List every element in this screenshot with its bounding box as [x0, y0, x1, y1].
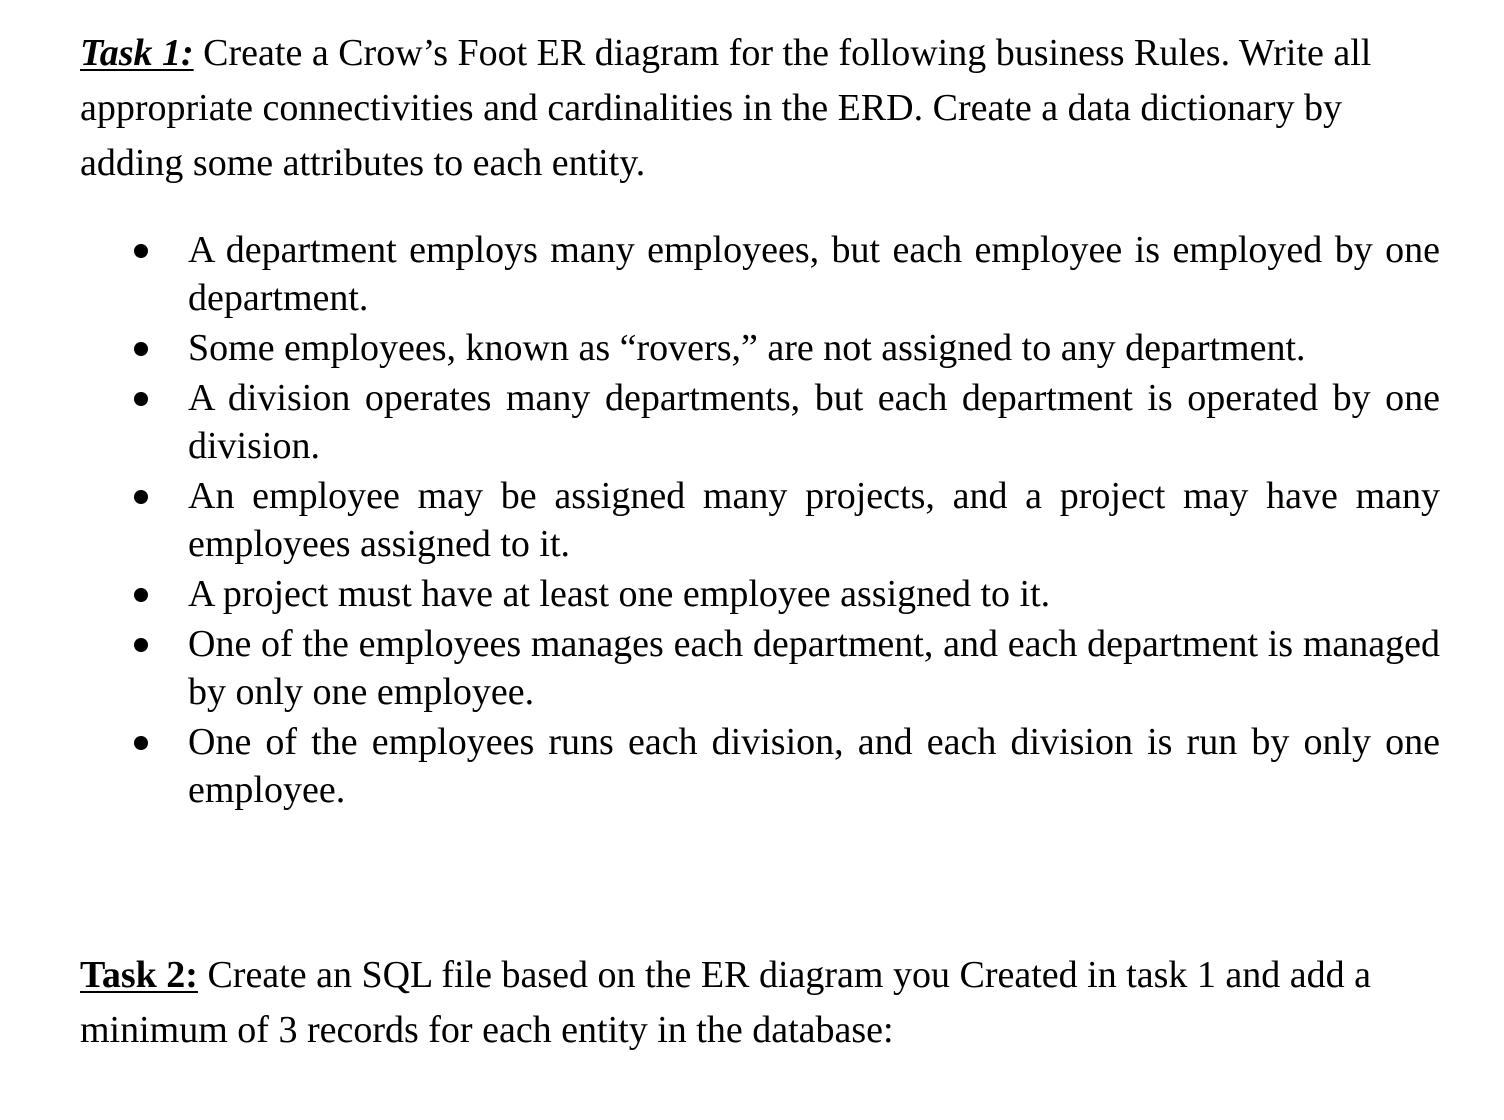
business-rule-item: [188, 718, 1440, 814]
task1-text: Create a Crow’s Foot ER diagram for the following business Rules. Write all appropriate connectivities and cardinalities in the ERD. Create a data dictionary by adding some attributes to each entity.: [80, 32, 1372, 184]
business-rule-text: Some employees, known as “rovers,” are not assigned to any department.: [188, 327, 1306, 369]
business-rule-item: [188, 472, 1440, 568]
business-rule-item: [188, 570, 1440, 618]
bullet-icon: [134, 736, 148, 750]
business-rule-text: One of the employees runs each division, and each division is run by only one employee.: [188, 721, 1440, 811]
business-rule-item: [188, 324, 1440, 372]
bullet-icon: [134, 490, 148, 504]
task1-paragraph: [80, 26, 1440, 191]
task2-text: Create an SQL file based on the ER diagram you Created in task 1 and add a minimum of 3 records for each entity in the database:: [80, 954, 1372, 1051]
document-page: [80, 26, 1440, 1051]
bullet-icon: [134, 638, 148, 652]
business-rule-text: A department employs many employees, but each employee is employed by one department.: [188, 229, 1440, 319]
business-rule-text: One of the employees manages each department, and each department is managed by only one employee.: [188, 623, 1440, 713]
bullet-icon: [134, 588, 148, 602]
bullet-icon: [134, 392, 148, 406]
business-rule-item: [188, 374, 1440, 470]
business-rule-item: [188, 620, 1440, 716]
task1-label: Task 1:: [80, 32, 194, 74]
bullet-icon: [134, 244, 148, 258]
business-rule-text: A project must have at least one employee assigned to it.: [188, 573, 1051, 615]
business-rule-text: An employee may be assigned many projects, and a project may have many employees assigned to it.: [188, 475, 1440, 565]
bullet-icon: [134, 342, 148, 356]
task2-label: Task 2:: [80, 954, 198, 996]
business-rule-item: [188, 226, 1440, 322]
business-rule-text: A division operates many departments, but each department is operated by one division.: [188, 377, 1440, 467]
task2-paragraph: [80, 948, 1440, 1058]
business-rules-list: [188, 226, 1440, 816]
